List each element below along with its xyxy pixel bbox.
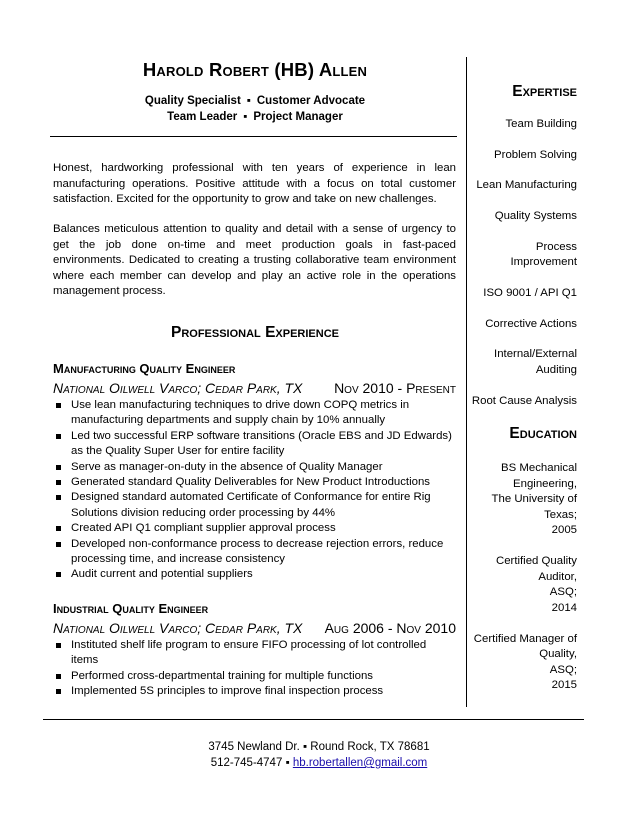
job-entry	[53, 361, 456, 583]
education-degree: BS Mechanical Engineering,	[501, 462, 577, 490]
job-bullet-text: Implemented 5S principles to improve final inspection process	[71, 685, 384, 698]
education-institution: The University of Texas;	[491, 493, 577, 521]
expertise-item: Corrective Actions	[485, 317, 577, 330]
summary-paragraph-2: Balances meticulous attention to quality and detail with a sense of urgency to get the job done on-time and meet production goals in fast-paced environments. Dedicated to creating a trusting collaborative team environment where each member can develop and play an active role in the operations management process.	[53, 223, 456, 297]
job-company-line	[53, 620, 456, 636]
tagline-customer-advocate: Customer Advocate	[256, 95, 366, 107]
job-company: National Oilwell Varco; Cedar Park, TX	[53, 380, 303, 396]
education-institution: ASQ;	[549, 586, 577, 598]
bullet-square-icon	[56, 526, 61, 531]
expertise-item: Quality Systems	[494, 210, 577, 223]
education-institution: ASQ;	[549, 663, 577, 676]
experience-heading: Professional Experience	[170, 324, 339, 341]
expertise-item: Problem Solving	[494, 148, 577, 161]
footer-separator: ▪	[285, 757, 290, 769]
job-company: National Oilwell Varco; Cedar Park, TX	[53, 620, 303, 636]
job-bullet-text: Generated standard Quality Deliverables for New Product Introductions	[71, 476, 430, 489]
job-bullet-text: Performed cross-departmental training for multiple functions	[71, 669, 373, 682]
expertise-item: Root Cause Analysis	[471, 394, 577, 407]
tagline-project-manager: Project Manager	[253, 111, 343, 123]
tagline-row-1	[50, 93, 460, 109]
job-bullet	[53, 490, 456, 521]
job-bullet	[53, 567, 456, 582]
taglines	[50, 93, 460, 125]
job-title: Industrial Quality Engineer	[53, 601, 209, 616]
education-heading: Education	[509, 425, 577, 442]
bullet-square-icon	[56, 643, 61, 648]
expertise-item: Process Improvement	[510, 240, 577, 269]
job-bullet	[53, 684, 456, 699]
bullet-square-icon	[56, 465, 61, 470]
education-year: 2005	[551, 524, 577, 536]
job-bullet-text: Audit current and potential suppliers	[71, 568, 253, 581]
education-year: 2015	[551, 679, 577, 691]
job-bullet-text: Instituted shelf life program to ensure FIFO processing of lot controlled items	[71, 639, 427, 667]
job-bullet	[53, 460, 456, 475]
expertise-item: ISO 9001 / API Q1	[483, 286, 577, 299]
footer-contact	[0, 757, 638, 769]
tagline-row-2	[50, 109, 460, 125]
job-bullets	[53, 638, 456, 700]
education-year: 2014	[551, 601, 577, 614]
job-bullet	[53, 669, 456, 684]
column-divider	[466, 57, 467, 707]
job-bullet	[53, 521, 456, 536]
bullet-square-icon	[56, 674, 61, 679]
job-dates: Aug 2006 - Nov 2010	[324, 620, 456, 636]
job-bullet-text: Use lean manufacturing techniques to drive down COPQ metrics in manufacturing departments and supply chain by 10% annually	[71, 399, 410, 427]
education-item	[470, 554, 577, 616]
job-bullet	[53, 398, 456, 429]
footer-phone: 512-745-4747	[210, 757, 283, 769]
education-degree: Certified Quality Auditor,	[495, 555, 577, 583]
candidate-name: Harold Robert (HB) Allen	[142, 59, 368, 80]
tagline-team-leader: Team Leader	[167, 111, 238, 123]
bullet-square-icon	[56, 495, 61, 500]
job-company-line	[53, 380, 456, 396]
job-bullet-text: Created API Q1 compliant supplier approval process	[71, 522, 336, 535]
job-bullet	[53, 475, 456, 490]
bullet-square-icon	[56, 689, 61, 694]
footer-address: 3745 Newland Dr. ▪ Round Rock, TX 78681	[208, 741, 430, 753]
bullet-square-icon	[56, 572, 61, 577]
job-bullet-text: Led two successful ERP software transitions (Oracle EBS and JD Edwards) as the Quality Super User for entire facility	[71, 429, 452, 458]
expertise-item: Internal/External Auditing	[494, 348, 577, 376]
education-item	[470, 632, 577, 694]
tagline-separator: ▪	[246, 95, 251, 107]
job-entry	[53, 601, 456, 700]
job-dates: Nov 2010 - Present	[334, 380, 456, 396]
summary-paragraph-1: Honest, hardworking professional with ten years of experience in lean manufacturing operations. Positive attitude with a focus on total customer satisfaction. Excited for the opportunity to grow and take on new challenges.	[53, 162, 456, 205]
bullet-square-icon	[56, 542, 61, 547]
expertise-item: Team Building	[505, 118, 577, 130]
header-divider	[50, 136, 457, 137]
job-bullet	[53, 429, 456, 460]
bullet-square-icon	[56, 403, 61, 408]
education-degree: Certified Manager of Quality,	[473, 632, 577, 660]
job-bullet	[53, 537, 456, 568]
footer-divider	[43, 719, 584, 720]
footer-email-link[interactable]: hb.robertallen@gmail.com	[292, 757, 428, 769]
bullet-square-icon	[56, 434, 61, 439]
expertise-heading: Expertise	[512, 83, 577, 100]
job-bullet	[53, 638, 456, 669]
expertise-item: Lean Manufacturing	[476, 179, 577, 192]
expertise-list	[470, 117, 577, 424]
tagline-quality-specialist: Quality Specialist	[144, 95, 241, 107]
education-item	[470, 461, 577, 539]
job-bullet-text: Serve as manager-on-duty in the absence of Quality Manager	[71, 460, 383, 473]
job-title: Manufacturing Quality Engineer	[53, 361, 236, 376]
education-list	[470, 461, 577, 709]
job-bullets	[53, 398, 456, 583]
job-bullet-text: Developed non-conformance process to decrease rejection errors, reduce processing time, and increase consistency	[71, 537, 444, 566]
bullet-square-icon	[56, 480, 61, 485]
expertise-section	[470, 83, 577, 101]
education-section	[470, 425, 577, 443]
tagline-separator: ▪	[243, 111, 248, 123]
job-bullet-text: Designed standard automated Certificate of Conformance for entire Rig Solutions division reducing order processing by 44%	[71, 491, 431, 519]
